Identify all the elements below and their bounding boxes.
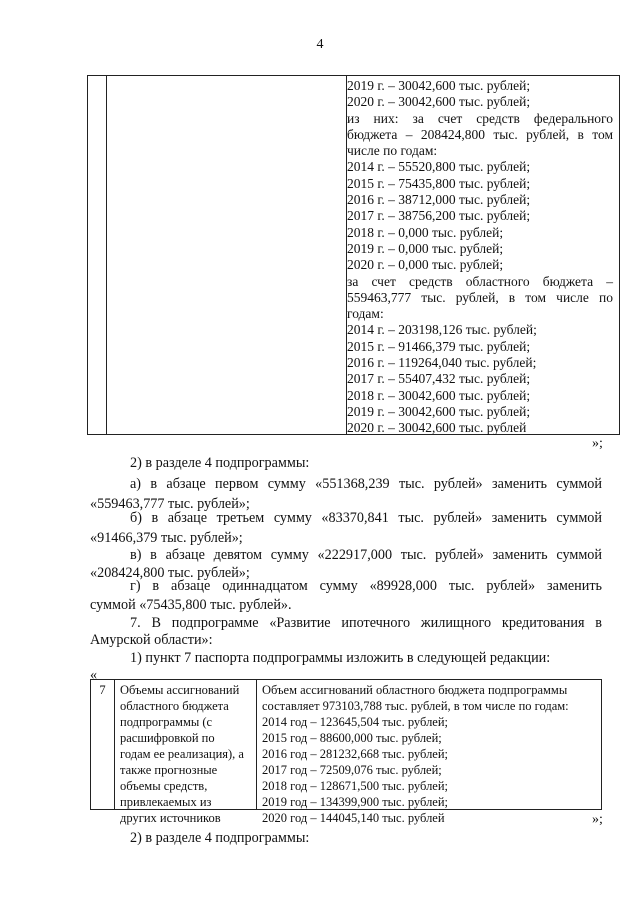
bottom-table-number: 7 bbox=[91, 680, 115, 809]
table-line: 2017 г. – 55407,432 тыс. рублей; bbox=[347, 371, 531, 387]
table-line: 2016 г. – 38712,000 тыс. рублей; bbox=[347, 192, 531, 208]
table-line: 2016 г. – 119264,040 тыс. рублей; bbox=[347, 355, 537, 371]
table-line: из них: за счет средств федерального bbox=[347, 110, 613, 126]
paragraph-d-line2: суммой «75435,800 тыс. рублей». bbox=[90, 597, 292, 613]
paragraph-1: 1) пункт 7 паспорта подпрограммы изложить в следующей редакции: bbox=[130, 650, 551, 666]
top-table-number-cell bbox=[88, 76, 107, 434]
value-line: 2014 год – 123645,504 тыс. рублей; bbox=[262, 715, 449, 729]
table-line: 2020 г. – 30042,600 тыс. рублей bbox=[347, 420, 527, 436]
value-line: 2015 год – 88600,000 тыс. рублей; bbox=[262, 731, 442, 745]
top-table bbox=[87, 75, 620, 435]
table-line: 2014 г. – 55520,800 тыс. рублей; bbox=[347, 159, 531, 175]
table-line: 559463,777 тыс. рублей, в том числе по bbox=[347, 289, 613, 305]
paragraph-a-line1: а) в абзаце первом сумму «551368,239 тыс. рублей» заменить суммой bbox=[130, 476, 602, 492]
label-line: привлекаемых из bbox=[120, 795, 212, 809]
section-heading: 2) в разделе 4 подпрограммы: bbox=[130, 455, 310, 471]
bottom-table-label bbox=[116, 680, 257, 825]
label-line: подпрограммы (с bbox=[120, 715, 213, 729]
label-line: областного бюджета bbox=[120, 699, 229, 713]
page-number: 4 bbox=[316, 37, 324, 52]
table-line: бюджета – 208424,800 тыс. рублей, в том bbox=[347, 126, 613, 142]
bottom-table-value bbox=[258, 680, 601, 828]
label-line: расшифровкой по bbox=[120, 731, 215, 745]
table-line: 2020 г. – 30042,600 тыс. рублей; bbox=[347, 94, 531, 110]
table-line: 2014 г. – 203198,126 тыс. рублей; bbox=[347, 322, 537, 338]
top-table-label-cell bbox=[107, 76, 347, 434]
label-line: других источников bbox=[120, 811, 221, 825]
paragraph-7-line1: 7. В подпрограмме «Развитие ипотечного жилищного кредитования в bbox=[130, 615, 602, 631]
value-line: составляет 973103,788 тыс. рублей, в том числе по годам: bbox=[262, 699, 569, 713]
table-line: 2018 г. – 30042,600 тыс. рублей; bbox=[347, 387, 531, 403]
table-line: 2019 г. – 30042,600 тыс. рублей; bbox=[347, 403, 531, 419]
opening-quote: « bbox=[90, 667, 98, 683]
table-line: за счет средств областного бюджета – bbox=[347, 273, 613, 289]
section-3-heading: 2) в разделе 4 подпрограммы: bbox=[130, 830, 310, 846]
closing-quote-2: »; bbox=[592, 812, 603, 827]
label-line: Объемы ассигнований bbox=[120, 683, 240, 697]
value-line: 2018 год – 128671,500 тыс. рублей; bbox=[262, 779, 449, 793]
value-line: 2019 год – 134399,900 тыс. рублей; bbox=[262, 795, 449, 809]
paragraph-b-line1: б) в абзаце третьем сумму «83370,841 тыс. рублей» заменить суммой bbox=[130, 510, 602, 526]
paragraph-b-line2: «91466,379 тыс. рублей»; bbox=[90, 530, 243, 546]
value-line: 2017 год – 72509,076 тыс. рублей; bbox=[262, 763, 442, 777]
top-table-value-cell bbox=[347, 78, 613, 437]
paragraph-7-line2: Амурской области»: bbox=[90, 632, 213, 648]
closing-quote: »; bbox=[592, 436, 603, 451]
bottom-table bbox=[90, 679, 602, 825]
paragraph-c-line1: в) в абзаце девятом сумму «222917,000 тыс. рублей» заменить суммой bbox=[130, 547, 602, 563]
table-line: 2015 г. – 75435,800 тыс. рублей; bbox=[347, 175, 531, 191]
label-line: годам ее реализация), а bbox=[120, 747, 244, 761]
table-line: числе по годам: bbox=[347, 143, 438, 159]
paragraph-c-line2: «208424,800 тыс. рублей»; bbox=[90, 565, 250, 581]
table-line: 2017 г. – 38756,200 тыс. рублей; bbox=[347, 208, 531, 224]
table-line: 2015 г. – 91466,379 тыс. рублей; bbox=[347, 338, 531, 354]
paragraph-a-line2: «559463,777 тыс. рублей»; bbox=[90, 496, 250, 512]
table-line: 2018 г. – 0,000 тыс. рублей; bbox=[347, 224, 504, 240]
table-line: 2019 г. – 0,000 тыс. рублей; bbox=[347, 240, 504, 256]
label-line: объемы средств, bbox=[120, 779, 208, 793]
value-line: Объем ассигнований областного бюджета подпрограммы bbox=[262, 683, 568, 697]
table-line: 2019 г. – 30042,600 тыс. рублей; bbox=[347, 78, 531, 93]
table-line: 2020 г. – 0,000 тыс. рублей; bbox=[347, 257, 504, 273]
value-line: 2016 год – 281232,668 тыс. рублей; bbox=[262, 747, 449, 761]
table-line: годам: bbox=[347, 306, 384, 322]
paragraph-d-line1: г) в абзаце одиннадцатом сумму «89928,000 тыс. рублей» заменить bbox=[130, 578, 602, 594]
value-line: 2020 год – 144045,140 тыс. рублей bbox=[262, 811, 445, 825]
label-line: также прогнозные bbox=[120, 763, 218, 777]
